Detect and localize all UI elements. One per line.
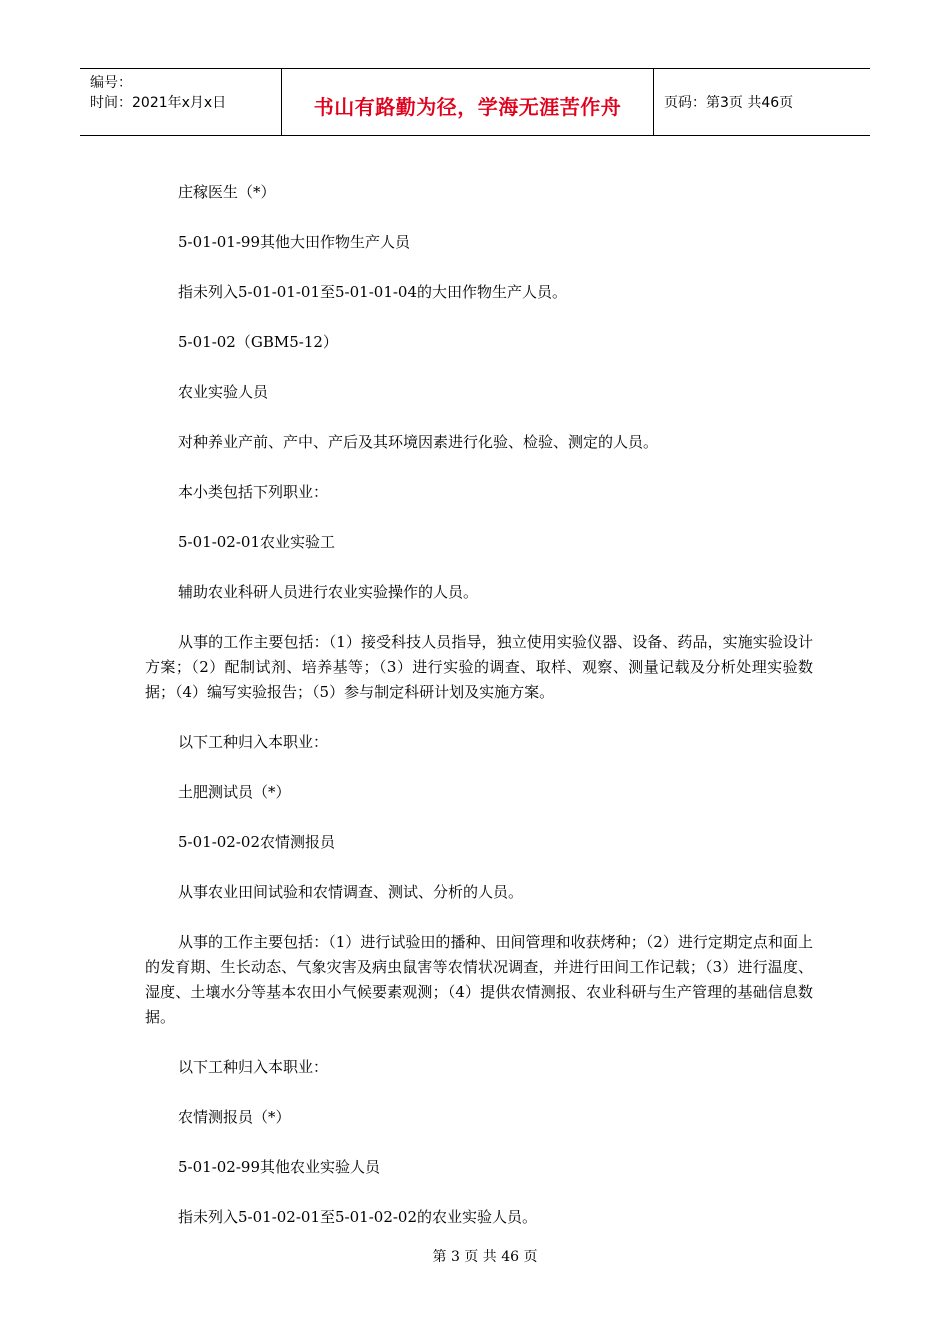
paragraph: 本小类包括下列职业：: [178, 483, 329, 501]
paragraph: 对种养业产前、产中、产后及其环境因素进行化验、检验、测定的人员。: [178, 433, 659, 451]
header-page-cell: [654, 69, 870, 135]
paragraph: 从事的工作主要包括：（1）进行试验田的播种、田间管理和收获烤种；（2）进行定期定点和面上的发育期、生长动态、气象灾害及病虫鼠害等农情状况调查，并进行田间工作记载；（3）进行温度、湿度、土壤水分等基本农田小气候要素观测；（4）提供农情测报、农业科研与生产管理的基础信息数据。: [145, 933, 813, 1026]
document-date-label: 时间：2021年x月x日: [90, 95, 227, 111]
paragraph: 5-01-02（GBM5-12）: [178, 333, 338, 351]
document-number-label: 编号：: [90, 75, 132, 91]
paragraph: 农业实验人员: [178, 383, 269, 401]
paragraph: 土肥测试员（*）: [178, 783, 291, 801]
paragraph: 农情测报员（*）: [178, 1108, 291, 1126]
header-motto: 书山有路勤为径，学海无涯苦作舟: [313, 94, 622, 119]
paragraph: 5-01-02-01农业实验工: [178, 533, 336, 551]
paragraph: 5-01-02-02农情测报员: [178, 833, 336, 851]
paragraph: 庄稼医生（*）: [178, 183, 276, 201]
paragraph: 以下工种归入本职业：: [178, 733, 329, 751]
paragraph: 5-01-01-99其他大田作物生产人员: [178, 233, 411, 251]
footer-page-number: 第 3 页 共 46 页: [432, 1249, 538, 1265]
paragraph: 辅助农业科研人员进行农业实验操作的人员。: [178, 583, 479, 601]
paragraph: 指未列入5-01-02-01至5-01-02-02的农业实验人员。: [178, 1208, 538, 1226]
header-meta: [80, 69, 282, 135]
paragraph: 以下工种归入本职业：: [178, 1058, 329, 1076]
paragraph: 从事的工作主要包括：（1）接受科技人员指导，独立使用实验仪器、设备、药品，实施实验设计方案；（2）配制试剂、培养基等；（3）进行实验的调查、取样、观察、测量记载及分析处理实验数据；（4）编写实验报告；（5）参与制定科研计划及实施方案。: [145, 633, 813, 701]
header-motto-cell: [282, 69, 654, 135]
paragraph: 指未列入5-01-01-01至5-01-01-04的大田作物生产人员。: [178, 283, 568, 301]
page-footer: [0, 1246, 950, 1266]
paragraph: 从事农业田间试验和农情调查、测试、分析的人员。: [178, 883, 524, 901]
paragraph: 5-01-02-99其他农业实验人员: [178, 1158, 381, 1176]
page-header: [80, 68, 870, 136]
header-page-label: 页码：第3页 共46页: [664, 95, 794, 111]
document-body: [145, 180, 813, 1255]
